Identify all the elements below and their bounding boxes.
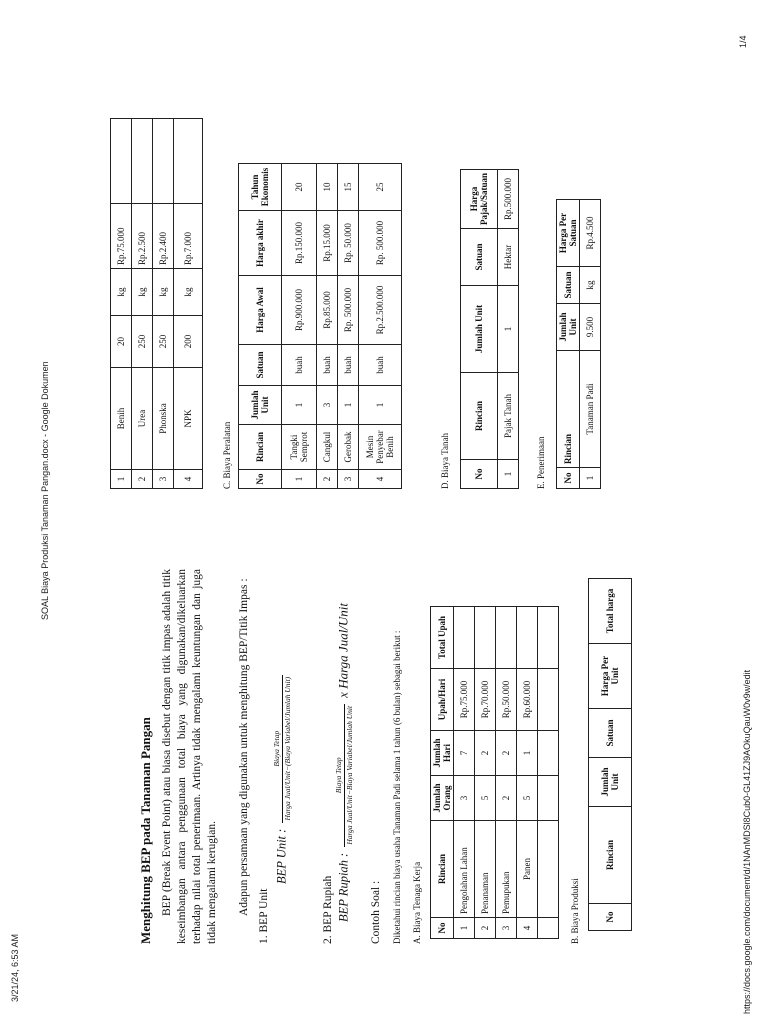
formula-bep-rupiah-denominator: Harga Jual/Unit−Biaya Variabel/Jumlah Unit xyxy=(345,705,354,845)
col-header: Harga Per Satuan xyxy=(557,200,580,267)
table-cell: Rp.7.000 xyxy=(174,204,203,269)
table-cell: 9.500 xyxy=(580,304,601,351)
table-cell xyxy=(538,918,559,939)
table-cell: 2 xyxy=(496,776,517,821)
table-cell: 2 xyxy=(475,918,496,939)
table-cell: Rp.2.500 xyxy=(132,204,153,269)
table-cell: 3 xyxy=(153,470,174,489)
table-cell: Rp. 50.000 xyxy=(338,211,359,276)
col-header: Jumlah Unit xyxy=(461,286,498,373)
table-header-row xyxy=(589,579,632,931)
col-header: Satuan xyxy=(589,709,632,758)
table-cell: Hektar xyxy=(498,229,519,286)
table-header-row xyxy=(239,164,282,489)
print-datetime: 3/21/24, 6:53 AM xyxy=(10,933,20,1002)
table-cell: kg xyxy=(111,269,132,316)
section-e-title: E. Penerimaan xyxy=(536,436,546,489)
item-bep-rupiah: 2. BEP Rupiah xyxy=(322,875,334,944)
table-cell: buah xyxy=(359,345,402,386)
table-cell: Urea xyxy=(132,368,153,470)
table-row xyxy=(475,607,496,939)
table-cell: Rp.900.000 xyxy=(282,276,317,345)
table-biaya-tenaga-kerja xyxy=(430,606,559,939)
table-cell: Tanaman Padi xyxy=(580,351,601,468)
table-cell: Rp. 500.000 xyxy=(359,211,402,276)
table-cell: 2 xyxy=(317,470,338,489)
table-cell: Phonska xyxy=(153,368,174,470)
col-header: Jumlah Unit xyxy=(239,386,282,425)
table-header-row xyxy=(461,169,498,488)
table-cell: 200 xyxy=(174,316,203,368)
table-cell xyxy=(454,607,475,669)
table-row xyxy=(538,607,559,939)
col-header: Tahun Ekonomis xyxy=(239,164,282,211)
table-cell: kg xyxy=(580,267,601,304)
table-cell: 20 xyxy=(111,316,132,368)
table-cell: NPK xyxy=(174,368,203,470)
table-row xyxy=(517,607,538,939)
formula-bep-rupiah-fraction xyxy=(334,704,355,847)
col-header: Jumlah Unit xyxy=(557,304,580,351)
table-row xyxy=(498,169,519,488)
table-row xyxy=(132,119,153,489)
table-row xyxy=(580,200,601,489)
table-cell: 3 xyxy=(338,470,359,489)
contoh-soal-label: Contoh Soal : xyxy=(370,880,382,944)
table-cell: 1 xyxy=(498,460,519,489)
table-cell: Rp.50.000 xyxy=(496,669,517,731)
formula-bep-unit-denominator: Harga Jual/Unit−(Biaya Variabel/Jumlah Unit) xyxy=(283,676,292,821)
print-doc-title: SOAL Biaya Produksi Tanaman Pangan.docx - Google Dokumen xyxy=(40,361,50,620)
col-header: Satuan xyxy=(461,229,498,286)
table-cell xyxy=(517,607,538,669)
col-header: No xyxy=(589,904,632,931)
table-cell: 7 xyxy=(454,731,475,776)
table-cell: Rp.70.000 xyxy=(475,669,496,731)
col-header: Rincian xyxy=(461,373,498,460)
print-page-number: 1/4 xyxy=(738,35,748,48)
table-cell: Rp.85.000 xyxy=(317,276,338,345)
table-cell: 15 xyxy=(338,164,359,211)
table-biaya-tanah xyxy=(460,169,519,489)
table-row xyxy=(359,164,402,489)
col-header: Satuan xyxy=(239,345,282,386)
formula-bep-unit-lhs: BEP Unit : xyxy=(274,828,289,884)
table-row xyxy=(317,164,338,489)
table-cell: 3 xyxy=(496,918,517,939)
col-header: Satuan xyxy=(557,267,580,304)
table-row xyxy=(338,164,359,489)
col-header: No xyxy=(239,470,282,489)
col-header: Harga Pajak/Satuan xyxy=(461,169,498,228)
formula-bep-rupiah-numerator: Biaya Tetap xyxy=(334,757,343,794)
table-cell: Rp.500.000 xyxy=(498,169,519,228)
intro-paragraph: BEP (Break Event Point) atau biasa disebut dengan titik impas adalah titik keseimbangan antara penggunaan total biaya yang digunakan/dikeluarkan terhadap nilai total penerimaan. Artinya tidak mengalami keuntungan dan juga tidak mengalami kerugian. xyxy=(161,569,218,944)
col-header: Jumlah Unit xyxy=(589,758,632,807)
section-b-title: B. Biaya Produksi xyxy=(570,878,580,944)
col-header: Rincian xyxy=(239,425,282,470)
table-cell: buah xyxy=(282,345,317,386)
col-header: Harga Per Unit xyxy=(589,644,632,709)
table-cell: 25 xyxy=(359,164,402,211)
table-cell: 20 xyxy=(282,164,317,211)
table-cell: Mesin Penyebar Benih xyxy=(359,425,402,470)
table-cell: 1 xyxy=(580,468,601,489)
table-biaya-peralatan xyxy=(238,163,402,489)
print-url: https://docs.google.com/document/d/1NAnMDSl8Cub0-GL41ZJ9AOkuQauW0v9w/edit xyxy=(742,669,752,1014)
table-cell xyxy=(132,119,153,204)
col-header: Harga akhir xyxy=(239,211,282,276)
table-cell: 250 xyxy=(132,316,153,368)
table-cell: Rp.2.500.000 xyxy=(359,276,402,345)
table-cell: 10 xyxy=(317,164,338,211)
table-cell: 1 xyxy=(282,470,317,489)
table-cell: Gerobak xyxy=(338,425,359,470)
table-biaya-produksi-rows xyxy=(110,118,203,489)
table-cell: 2 xyxy=(496,731,517,776)
section-d-title: D. Biaya Tanah xyxy=(440,433,450,489)
table-cell: Rp.15.000 xyxy=(317,211,338,276)
col-header: Jumlah Orang xyxy=(431,776,454,821)
table-penerimaan xyxy=(556,199,601,489)
table-cell: Rp.75.000 xyxy=(454,669,475,731)
table-cell: Rp.4.500 xyxy=(580,200,601,267)
table-cell xyxy=(538,776,559,821)
table-cell: Penanaman xyxy=(475,821,496,918)
table-cell: 250 xyxy=(153,316,174,368)
table-cell: Rp. 500.000 xyxy=(338,276,359,345)
table-header-row xyxy=(431,607,454,939)
table-cell: kg xyxy=(132,269,153,316)
table-cell xyxy=(496,607,517,669)
table-cell: 1 xyxy=(338,386,359,425)
table-cell: 1 xyxy=(517,731,538,776)
table-cell: 2 xyxy=(475,731,496,776)
table-cell: 4 xyxy=(517,918,538,939)
col-header: Harga Awal xyxy=(239,276,282,345)
col-header: Rincian xyxy=(589,807,632,904)
col-header: Jumlah Hari xyxy=(431,731,454,776)
persamaan-text: Adapun persamaan yang digunakan untuk menghitung BEP/Titik Impas : xyxy=(238,578,250,916)
col-header: Rincian xyxy=(431,821,454,918)
formula-bep-rupiah-lhs: BEP Rupiah : xyxy=(336,852,351,922)
table-cell: Rp.60.000 xyxy=(517,669,538,731)
table-cell: Rp.75.000 xyxy=(111,204,132,269)
col-header: No xyxy=(557,468,580,489)
table-row xyxy=(111,119,132,489)
table-cell: 5 xyxy=(475,776,496,821)
table-row xyxy=(282,164,317,489)
table-cell: 5 xyxy=(517,776,538,821)
table-cell: Tangki Semprot xyxy=(282,425,317,470)
col-header: No xyxy=(461,460,498,489)
table-cell xyxy=(174,119,203,204)
table-cell: Rp.2.400 xyxy=(153,204,174,269)
table-cell: buah xyxy=(317,345,338,386)
table-cell: 1 xyxy=(454,918,475,939)
col-header: Rincian xyxy=(557,351,580,468)
table-cell: 1 xyxy=(359,386,402,425)
table-row xyxy=(454,607,475,939)
item-bep-unit: 1. BEP Unit xyxy=(258,888,270,944)
section-c-title: C. Biaya Peralatan xyxy=(222,421,232,489)
formula-bep-rupiah xyxy=(334,603,355,922)
table-row xyxy=(496,607,517,939)
col-header: No xyxy=(431,918,454,939)
table-cell xyxy=(111,119,132,204)
table-row xyxy=(174,119,203,489)
table-biaya-produksi-header xyxy=(588,578,632,931)
col-header: Total Upah xyxy=(431,607,454,669)
section-a-title: A. Biaya Tenaga Kerja xyxy=(412,861,422,944)
table-cell: 4 xyxy=(359,470,402,489)
table-cell xyxy=(153,119,174,204)
table-cell: 1 xyxy=(498,286,519,373)
table-cell: Cangkul xyxy=(317,425,338,470)
table-cell: 3 xyxy=(317,386,338,425)
formula-bep-unit-numerator: Biaya Tetap xyxy=(272,730,281,767)
table-cell: Pemupukan xyxy=(496,821,517,918)
table-cell: 1 xyxy=(111,470,132,489)
table-cell xyxy=(475,607,496,669)
table-cell: kg xyxy=(174,269,203,316)
table-row xyxy=(153,119,174,489)
formula-bep-rupiah-rhs: x Harga Jual/Unit xyxy=(335,602,351,698)
table-cell xyxy=(538,821,559,918)
diketahui-text: Diketahui rincian biaya usaha Tanaman Padi selama 1 tahun (6 bulan) sebagai berikut : xyxy=(392,630,402,944)
table-cell: 1 xyxy=(282,386,317,425)
table-cell xyxy=(538,607,559,669)
table-cell: Rp.150.000 xyxy=(282,211,317,276)
doc-heading: Menghitung BEP pada Tanaman Pangan xyxy=(138,717,153,944)
formula-bep-unit xyxy=(272,672,293,884)
table-cell: 2 xyxy=(132,470,153,489)
table-cell: buah xyxy=(338,345,359,386)
table-cell xyxy=(538,669,559,731)
table-header-row xyxy=(557,200,580,489)
table-cell: 3 xyxy=(454,776,475,821)
table-cell: 4 xyxy=(174,470,203,489)
formula-bep-unit-fraction xyxy=(272,675,293,823)
table-cell: Pengolahan Lahan xyxy=(454,821,475,918)
table-cell: Panen xyxy=(517,821,538,918)
table-cell xyxy=(538,731,559,776)
col-header: Total harga xyxy=(589,579,632,644)
table-cell: kg xyxy=(153,269,174,316)
table-cell: Pajak Tanah xyxy=(498,373,519,460)
table-cell: Benih xyxy=(111,368,132,470)
col-header: Upah/Hari xyxy=(431,669,454,731)
